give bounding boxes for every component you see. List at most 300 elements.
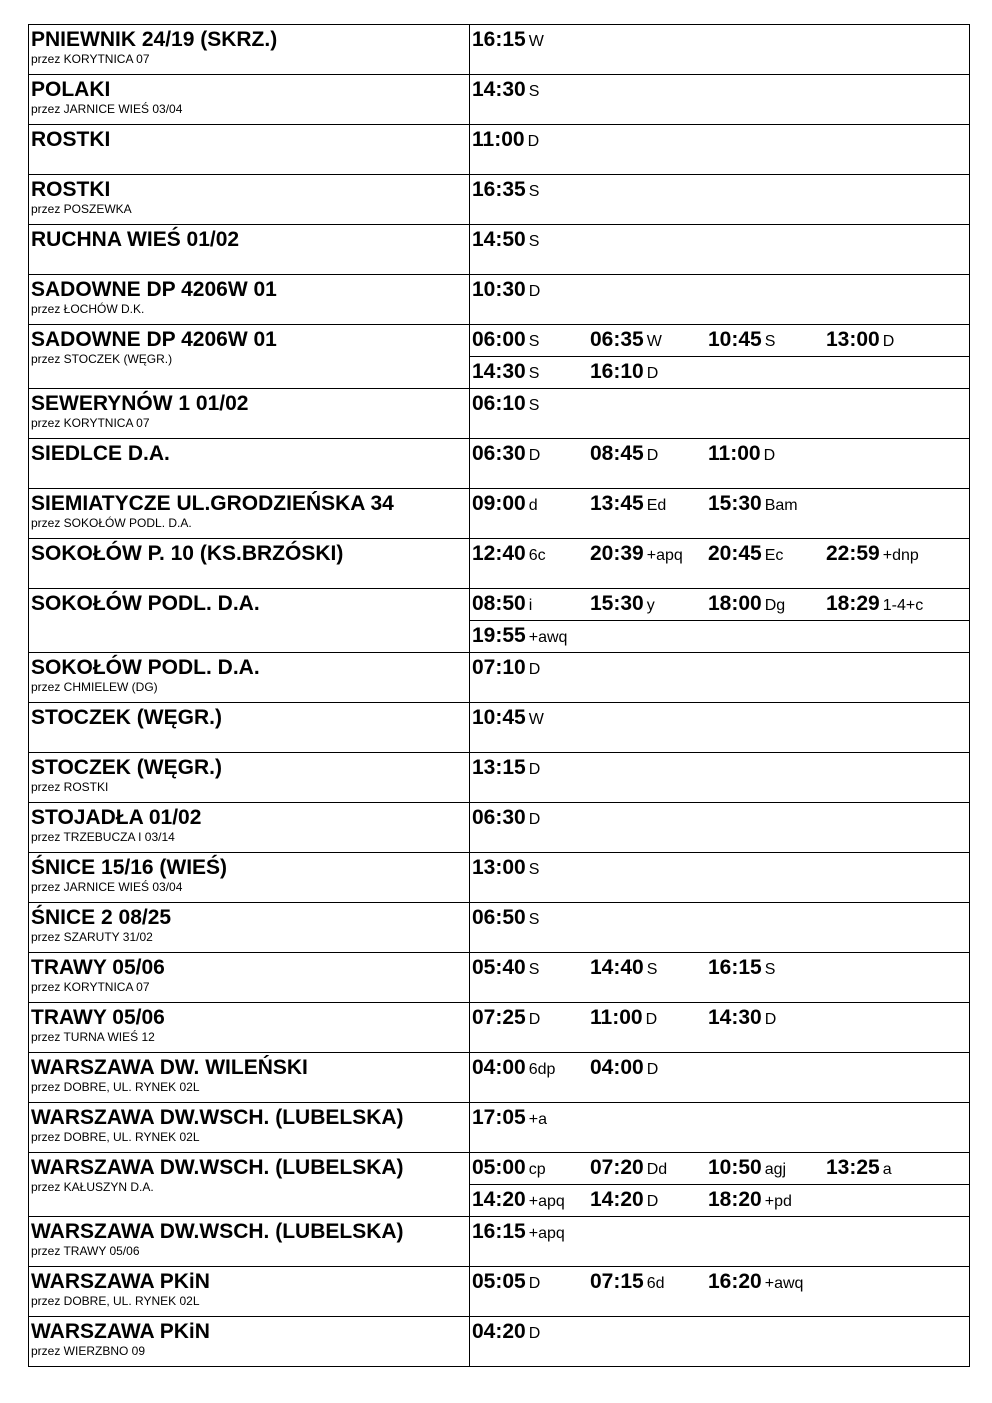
departure-time: 15:30: [590, 592, 644, 615]
departure: [472, 592, 532, 616]
departures-cell: [470, 653, 970, 703]
departure-line: [470, 653, 969, 702]
departure-time: 13:15: [472, 756, 526, 779]
departure-symbol: D: [646, 1061, 659, 1078]
departure-time: 07:25: [472, 1006, 526, 1029]
departure-symbol: S: [528, 961, 540, 978]
destination-name: TRAWY 05/06: [31, 956, 165, 979]
timetable-row: [29, 225, 970, 275]
departures-cell: [470, 853, 970, 903]
departure-time: 14:30: [708, 1006, 762, 1029]
departure: [826, 542, 919, 566]
departure-time: 11:00: [708, 442, 761, 465]
departure-symbol: +apq: [528, 1193, 565, 1210]
destination-cell: [29, 225, 470, 275]
via-text: przez KORYTNICA 07: [31, 52, 150, 66]
departure-time: 06:30: [472, 442, 526, 465]
via-text: przez JARNICE WIEŚ 03/04: [31, 102, 183, 116]
departure-symbol: D: [527, 133, 540, 150]
destination-cell: [29, 439, 470, 489]
departure-line: [470, 1003, 969, 1052]
departure-symbol: +apq: [646, 547, 683, 564]
departure-line: [470, 903, 969, 952]
departure-line: [470, 1317, 969, 1366]
departure-symbol: S: [528, 183, 540, 200]
departure-symbol: D: [763, 447, 776, 464]
departure: [472, 228, 539, 252]
departure: [708, 1270, 803, 1294]
departure-line: [470, 1153, 969, 1184]
departure: [590, 1188, 658, 1212]
departure: [472, 756, 540, 780]
timetable-row: [29, 703, 970, 753]
destination-name: SOKOŁÓW PODL. D.A.: [31, 656, 260, 679]
departure-time: 06:10: [472, 392, 526, 415]
timetable: [28, 24, 970, 1367]
departure: [590, 1156, 667, 1180]
destination-name: SADOWNE DP 4206W 01: [31, 328, 277, 351]
departure: [472, 392, 539, 416]
destination-cell: [29, 389, 470, 439]
departure-symbol: a: [882, 1161, 892, 1178]
departure: [708, 492, 798, 516]
departure-time: 13:25: [826, 1156, 880, 1179]
departure-time: 10:50: [708, 1156, 762, 1179]
departure: [708, 442, 775, 466]
destination-cell: [29, 853, 470, 903]
departure-line: [470, 1217, 969, 1266]
via-text: przez WIERZBNO 09: [31, 1344, 146, 1358]
departure: [826, 1156, 892, 1180]
departure: [708, 1188, 792, 1212]
destination-cell: [29, 1267, 470, 1317]
departure-line: [470, 1267, 969, 1316]
via-text: przez DOBRE, UL. RYNEK 02L: [31, 1080, 200, 1094]
departure-line: [470, 703, 969, 752]
departure: [472, 1270, 540, 1294]
departures-cell: [470, 753, 970, 803]
departure-time: 06:50: [472, 906, 526, 929]
departure-time: 06:30: [472, 806, 526, 829]
departure-time: 18:20: [708, 1188, 762, 1211]
departures-cell: [470, 539, 970, 589]
departure: [472, 278, 540, 302]
via-text: przez JARNICE WIEŚ 03/04: [31, 880, 183, 894]
departures-cell: [470, 953, 970, 1003]
departure-time: 10:45: [472, 706, 526, 729]
departure-symbol: 6c: [528, 547, 546, 564]
destination-name: SOKOŁÓW P. 10 (KS.BRZÓSKI): [31, 542, 344, 565]
via-text: przez ŁOCHÓW D.K.: [31, 302, 145, 316]
destination-cell: [29, 703, 470, 753]
departure: [472, 1156, 546, 1180]
departure: [472, 1320, 540, 1344]
departure: [708, 956, 775, 980]
departure-symbol: D: [528, 1275, 541, 1292]
destination-cell: [29, 275, 470, 325]
departure-time: 10:30: [472, 278, 526, 301]
departure-symbol: S: [528, 397, 540, 414]
via-text: przez STOCZEK (WĘGR.): [31, 352, 173, 366]
departure: [590, 492, 666, 516]
departure-symbol: cp: [528, 1161, 546, 1178]
departure: [708, 328, 775, 352]
departure-time: 14:50: [472, 228, 526, 251]
departures-cell: [470, 25, 970, 75]
departure-symbol: D: [528, 761, 541, 778]
departure-time: 12:40: [472, 542, 526, 565]
departure-symbol: W: [528, 711, 544, 728]
timetable-row: [29, 953, 970, 1003]
timetable-row: [29, 589, 970, 653]
departure-symbol: S: [646, 961, 658, 978]
departures-cell: [470, 1217, 970, 1267]
destination-name: PNIEWNIK 24/19 (SKRZ.): [31, 28, 278, 51]
departure-line: [470, 356, 969, 388]
departure-time: 05:00: [472, 1156, 526, 1179]
departure-time: 08:50: [472, 592, 526, 615]
via-text: przez DOBRE, UL. RYNEK 02L: [31, 1130, 200, 1144]
timetable-row: [29, 1267, 970, 1317]
departure-line: [470, 803, 969, 852]
departure-line: [470, 753, 969, 802]
departures-cell: [470, 325, 970, 389]
departure: [472, 542, 546, 566]
departure-time: 14:30: [472, 360, 526, 383]
departure-line: [470, 1184, 969, 1216]
timetable-row: [29, 853, 970, 903]
timetable-row: [29, 653, 970, 703]
departure: [472, 1220, 565, 1244]
destination-name: WARSZAWA DW. WILEŃSKI: [31, 1056, 308, 1079]
departure: [708, 1006, 776, 1030]
destination-cell: [29, 539, 470, 589]
destination-name: WARSZAWA DW.WSCH. (LUBELSKA): [31, 1220, 404, 1243]
destination-name: SOKOŁÓW PODL. D.A.: [31, 592, 260, 615]
destination-name: TRAWY 05/06: [31, 1006, 165, 1029]
departures-cell: [470, 389, 970, 439]
destination-name: SIEDLCE D.A.: [31, 442, 170, 465]
departure-symbol: D: [646, 447, 659, 464]
departure-symbol: +a: [528, 1111, 547, 1128]
via-text: przez DOBRE, UL. RYNEK 02L: [31, 1294, 200, 1308]
destination-cell: [29, 803, 470, 853]
departure-line: [470, 539, 969, 588]
departure: [590, 542, 683, 566]
departure-time: 20:39: [590, 542, 644, 565]
departure-symbol: +apq: [528, 1225, 565, 1242]
timetable-row: [29, 489, 970, 539]
timetable-row: [29, 325, 970, 389]
destination-name: ŚNICE 15/16 (WIEŚ): [31, 856, 228, 879]
destination-cell: [29, 653, 470, 703]
departure-symbol: D: [646, 1193, 659, 1210]
departure-symbol: D: [528, 1325, 541, 1342]
departure-line: [470, 389, 969, 438]
departure: [590, 328, 662, 352]
destination-name: WARSZAWA PKiN: [31, 1320, 210, 1343]
destination-cell: [29, 753, 470, 803]
departure-time: 04:20: [472, 1320, 526, 1343]
departure: [472, 624, 567, 648]
via-text: przez TRAWY 05/06: [31, 1244, 140, 1258]
timetable-row: [29, 903, 970, 953]
via-text: przez KORYTNICA 07: [31, 416, 150, 430]
departure-time: 06:35: [590, 328, 644, 351]
departure-symbol: 6d: [646, 1275, 665, 1292]
departure-line: [470, 325, 969, 356]
departure-symbol: agj: [764, 1161, 787, 1178]
departure-line: [470, 175, 969, 224]
timetable-row: [29, 1103, 970, 1153]
departure: [472, 28, 544, 52]
departure-symbol: +awq: [528, 629, 568, 646]
departure-symbol: D: [528, 283, 541, 300]
departure: [472, 706, 544, 730]
via-text: przez TURNA WIEŚ 12: [31, 1030, 155, 1044]
timetable-row: [29, 1003, 970, 1053]
destination-cell: [29, 589, 470, 653]
timetable-row: [29, 75, 970, 125]
departure-symbol: Ed: [646, 497, 667, 514]
departure-line: [470, 1103, 969, 1152]
departures-cell: [470, 275, 970, 325]
departure-symbol: D: [764, 1011, 777, 1028]
departure: [826, 328, 894, 352]
departure: [472, 178, 539, 202]
departure-line: [470, 25, 969, 74]
departure-time: 14:30: [472, 78, 526, 101]
departure: [472, 492, 538, 516]
departure-symbol: D: [646, 365, 659, 382]
departure-time: 16:10: [590, 360, 644, 383]
departure-symbol: i: [528, 597, 533, 614]
departure-line: [470, 125, 969, 174]
destination-name: SEWERYNÓW 1 01/02: [31, 392, 249, 415]
departure-symbol: +pd: [764, 1193, 792, 1210]
departure-symbol: S: [528, 911, 540, 928]
departures-cell: [470, 1103, 970, 1153]
departure-time: 08:45: [590, 442, 644, 465]
timetable-row: [29, 753, 970, 803]
departure-symbol: y: [646, 597, 655, 614]
departure-symbol: S: [764, 961, 776, 978]
departure-line: [470, 275, 969, 324]
departure-time: 05:05: [472, 1270, 526, 1293]
departure-symbol: D: [528, 661, 541, 678]
departure-time: 07:10: [472, 656, 526, 679]
departures-cell: [470, 75, 970, 125]
departure: [472, 1106, 547, 1130]
departure: [472, 78, 539, 102]
departure-symbol: Dd: [646, 1161, 668, 1178]
departure-symbol: S: [528, 233, 540, 250]
destination-cell: [29, 1217, 470, 1267]
departure-time: 14:20: [472, 1188, 526, 1211]
destination-name: ROSTKI: [31, 178, 111, 201]
destination-name: ROSTKI: [31, 128, 111, 151]
timetable-body: [29, 25, 970, 1367]
via-text: przez SOKOŁÓW PODL. D.A.: [31, 516, 192, 530]
departures-cell: [470, 703, 970, 753]
departure-symbol: S: [528, 83, 540, 100]
via-text: przez SZARUTY 31/02: [31, 930, 153, 944]
departure-symbol: S: [764, 333, 776, 350]
departure-symbol: W: [528, 33, 544, 50]
departure-time: 16:15: [472, 28, 526, 51]
departure-time: 04:00: [590, 1056, 644, 1079]
departures-cell: [470, 589, 970, 653]
departure-symbol: D: [528, 447, 541, 464]
via-text: przez KAŁUSZYN D.A.: [31, 1180, 154, 1194]
departure-time: 22:59: [826, 542, 880, 565]
departure-symbol: D: [528, 1011, 541, 1028]
destination-name: SIEMIATYCZE UL.GRODZIEŃSKA 34: [31, 492, 394, 515]
departure: [590, 442, 658, 466]
departures-cell: [470, 1317, 970, 1367]
departure: [590, 1270, 665, 1294]
destination-cell: [29, 325, 470, 389]
departure: [472, 656, 540, 680]
destination-name: STOCZEK (WĘGR.): [31, 706, 222, 729]
destination-cell: [29, 1153, 470, 1217]
departure-line: [470, 489, 969, 538]
departures-cell: [470, 1267, 970, 1317]
destination-cell: [29, 125, 470, 175]
departure-time: 16:15: [708, 956, 762, 979]
destination-name: WARSZAWA PKiN: [31, 1270, 210, 1293]
destination-name: STOCZEK (WĘGR.): [31, 756, 222, 779]
departure-line: [470, 1053, 969, 1102]
departure: [472, 1188, 565, 1212]
timetable-row: [29, 539, 970, 589]
departures-cell: [470, 1003, 970, 1053]
destination-cell: [29, 1003, 470, 1053]
destination-name: SADOWNE DP 4206W 01: [31, 278, 277, 301]
destination-name: WARSZAWA DW.WSCH. (LUBELSKA): [31, 1106, 404, 1129]
via-text: przez KORYTNICA 07: [31, 980, 150, 994]
departure-time: 16:15: [472, 1220, 526, 1243]
departures-cell: [470, 903, 970, 953]
timetable-row: [29, 25, 970, 75]
departure-symbol: +awq: [764, 1275, 804, 1292]
departures-cell: [470, 439, 970, 489]
departure-line: [470, 75, 969, 124]
departure-symbol: S: [528, 333, 540, 350]
departure-line: [470, 620, 969, 652]
departure-symbol: S: [528, 365, 540, 382]
departure: [826, 592, 923, 616]
departure-time: 06:00: [472, 328, 526, 351]
via-text: przez POSZEWKA: [31, 202, 132, 216]
departure-symbol: S: [528, 861, 540, 878]
departure-time: 04:00: [472, 1056, 526, 1079]
departure: [472, 1056, 555, 1080]
destination-cell: [29, 953, 470, 1003]
departure-time: 16:35: [472, 178, 526, 201]
departure: [472, 906, 539, 930]
destination-name: ŚNICE 2 08/25: [31, 906, 172, 929]
timetable-row: [29, 439, 970, 489]
departure-time: 17:05: [472, 1106, 526, 1129]
departure: [590, 1056, 658, 1080]
departure-line: [470, 225, 969, 274]
departures-cell: [470, 1053, 970, 1103]
departure-time: 13:45: [590, 492, 644, 515]
timetable-row: [29, 1317, 970, 1367]
departure-symbol: W: [646, 333, 662, 350]
departure-time: 05:40: [472, 956, 526, 979]
departure: [472, 128, 539, 152]
departure: [472, 856, 539, 880]
timetable-row: [29, 389, 970, 439]
departure-time: 16:20: [708, 1270, 762, 1293]
departure-time: 09:00: [472, 492, 526, 515]
via-text: przez ROSTKI: [31, 780, 109, 794]
via-text: przez CHMIELEW (DG): [31, 680, 158, 694]
departure-time: 15:30: [708, 492, 762, 515]
departure-symbol: Ec: [764, 547, 784, 564]
departure: [472, 956, 539, 980]
departure-symbol: d: [528, 497, 538, 514]
destination-cell: [29, 25, 470, 75]
timetable-row: [29, 175, 970, 225]
departure-time: 11:00: [472, 128, 525, 151]
timetable-row: [29, 1217, 970, 1267]
destination-cell: [29, 903, 470, 953]
timetable-row: [29, 125, 970, 175]
departures-cell: [470, 125, 970, 175]
destination-cell: [29, 75, 470, 125]
departure-line: [470, 953, 969, 1002]
destination-cell: [29, 175, 470, 225]
departure: [590, 1006, 657, 1030]
departure-symbol: +dnp: [882, 547, 919, 564]
departure: [708, 542, 783, 566]
timetable-row: [29, 1153, 970, 1217]
departure: [590, 956, 657, 980]
destination-name: RUCHNA WIEŚ 01/02: [31, 228, 240, 251]
departure-symbol: D: [528, 811, 541, 828]
departure-symbol: 1-4+c: [882, 597, 924, 614]
destination-name: POLAKI: [31, 78, 111, 101]
via-text: przez TRZEBUCZA I 03/14: [31, 830, 175, 844]
departure: [590, 592, 655, 616]
departure-symbol: D: [645, 1011, 658, 1028]
departure-time: 13:00: [826, 328, 880, 351]
destination-cell: [29, 489, 470, 539]
departure-time: 18:00: [708, 592, 762, 615]
departure-time: 07:15: [590, 1270, 644, 1293]
departure: [472, 806, 540, 830]
departure-time: 11:00: [590, 1006, 643, 1029]
departures-cell: [470, 225, 970, 275]
departure-time: 19:55: [472, 624, 526, 647]
departure-line: [470, 589, 969, 620]
departures-cell: [470, 175, 970, 225]
destination-name: STOJADŁA 01/02: [31, 806, 202, 829]
departure-time: 14:20: [590, 1188, 644, 1211]
departure-line: [470, 439, 969, 488]
departure-line: [470, 853, 969, 902]
departure-symbol: Dg: [764, 597, 786, 614]
departure: [472, 442, 540, 466]
timetable-row: [29, 1053, 970, 1103]
departure-time: 14:40: [590, 956, 644, 979]
departure: [472, 360, 539, 384]
timetable-row: [29, 275, 970, 325]
departure: [708, 1156, 786, 1180]
